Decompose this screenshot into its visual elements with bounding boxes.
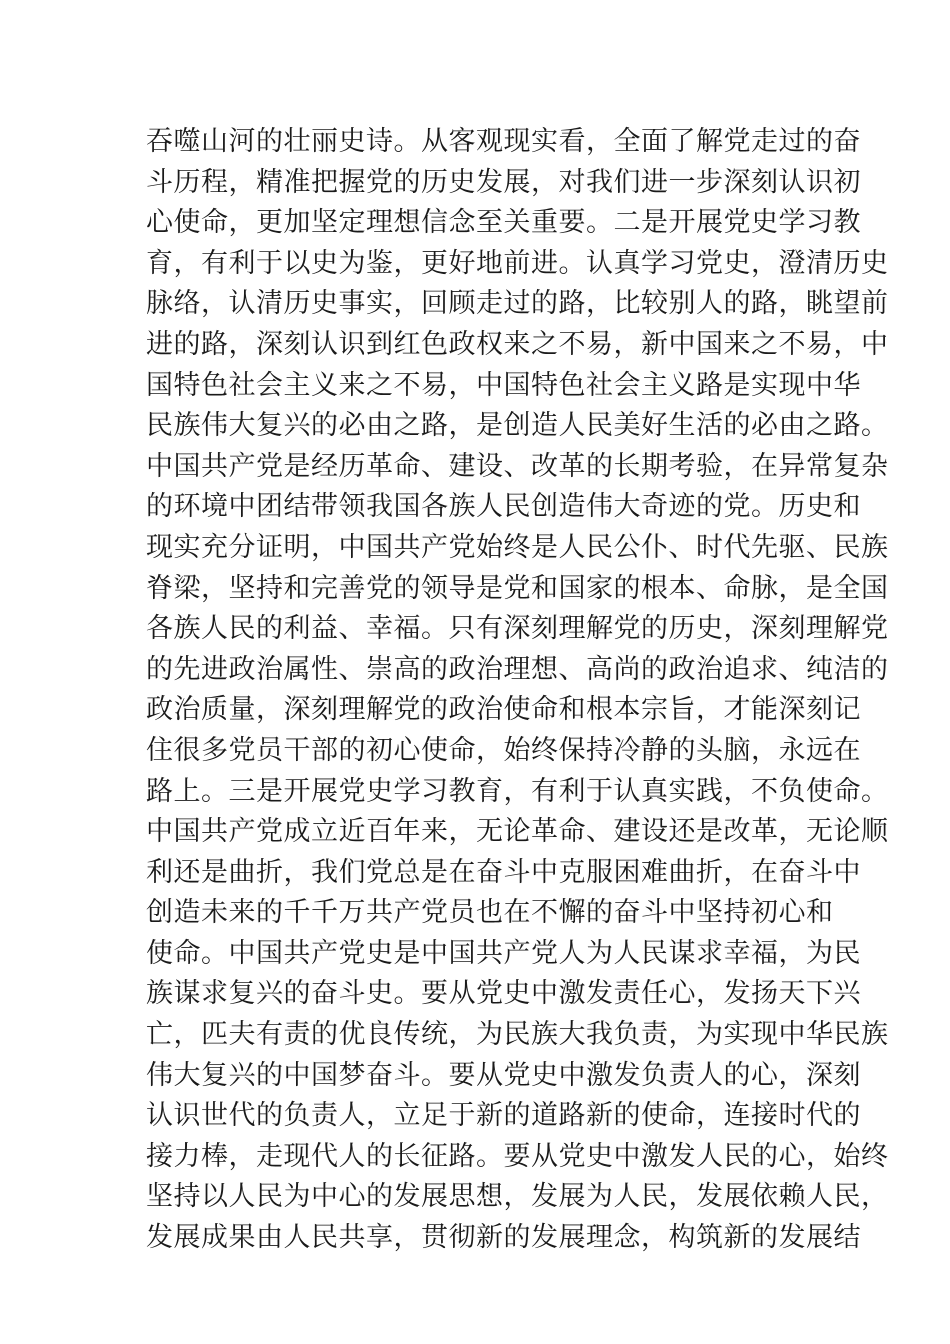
text-line: 住很多党员干部的初心使命，始终保持冷静的头脑，永远在 [146,734,861,766]
text-line: 创造未来的千千万共产党员也在不懈的奋斗中坚持初心和 [146,897,834,929]
text-line: 吞噬山河的壮丽史诗。从客观现实看，全面了解党走过的奋 [146,126,861,157]
text-line: 的先进政治属性、崇高的政治理想、高尚的政治追求、纯洁的 [146,653,889,685]
text-line: 认识世代的负责人，立足于新的道路新的使命，连接时代的 [146,1100,861,1132]
text-line: 各族人民的利益、幸福。只有深刻理解党的历史，深刻理解党 [146,613,889,645]
text-line: 心使命，更加坚定理想信念至关重要。二是开展党史学习教 [146,207,861,239]
text-line: 进的路，深刻认识到红色政权来之不易，新中国来之不易，中 [146,328,889,360]
text-line: 中国共产党成立近百年来，无论革命、建设还是改革，无论顺 [146,816,889,848]
text-line: 斗历程，精准把握党的历史发展，对我们进一步深刻认识初 [146,166,861,198]
text-line: 现实充分证明，中国共产党始终是人民公仆、时代先驱、民族 [146,531,889,563]
text-line: 利还是曲折，我们党总是在奋斗中克服困难曲折，在奋斗中 [146,856,861,888]
text-line: 脉络，认清历史事实，回顾走过的路，比较别人的路，眺望前 [146,288,889,320]
text-line: 中国共产党是经历革命、建设、改革的长期考验，在异常复杂 [146,450,889,482]
body-text [146,122,889,1259]
text-line: 的环境中团结带领我国各族人民创造伟大奇迹的党。历史和 [146,491,861,523]
text-line: 育，有利于以史为鉴，更好地前进。认真学习党史，澄清历史 [146,247,889,279]
text-line: 民族伟大复兴的必由之路，是创造人民美好生活的必由之路。 [146,410,889,442]
text-line: 脊梁，坚持和完善党的领导是党和国家的根本、命脉，是全国 [146,572,889,604]
text-line: 路上。三是开展党史学习教育，有利于认真实践，不负使命。 [146,775,889,807]
text-line: 发展成果由人民共享，贯彻新的发展理念，构筑新的发展结 [146,1222,861,1254]
text-line: 伟大复兴的中国梦奋斗。要从党史中激发负责人的心，深刻 [146,1059,861,1091]
text-line: 坚持以人民为中心的发展思想，发展为人民，发展依赖人民， [146,1181,889,1213]
text-line: 族谋求复兴的奋斗史。要从党史中激发责任心，发扬天下兴 [146,978,861,1010]
text-line: 亡，匹夫有责的优良传统，为民族大我负责，为实现中华民族 [146,1019,889,1051]
text-line: 接力棒，走现代人的长征路。要从党史中激发人民的心，始终 [146,1140,889,1172]
text-line: 国特色社会主义来之不易，中国特色社会主义路是实现中华 [146,369,861,401]
text-line: 使命。中国共产党史是中国共产党人为人民谋求幸福，为民 [146,937,861,969]
text-line: 政治质量，深刻理解党的政治使命和根本宗旨，才能深刻记 [146,694,861,726]
